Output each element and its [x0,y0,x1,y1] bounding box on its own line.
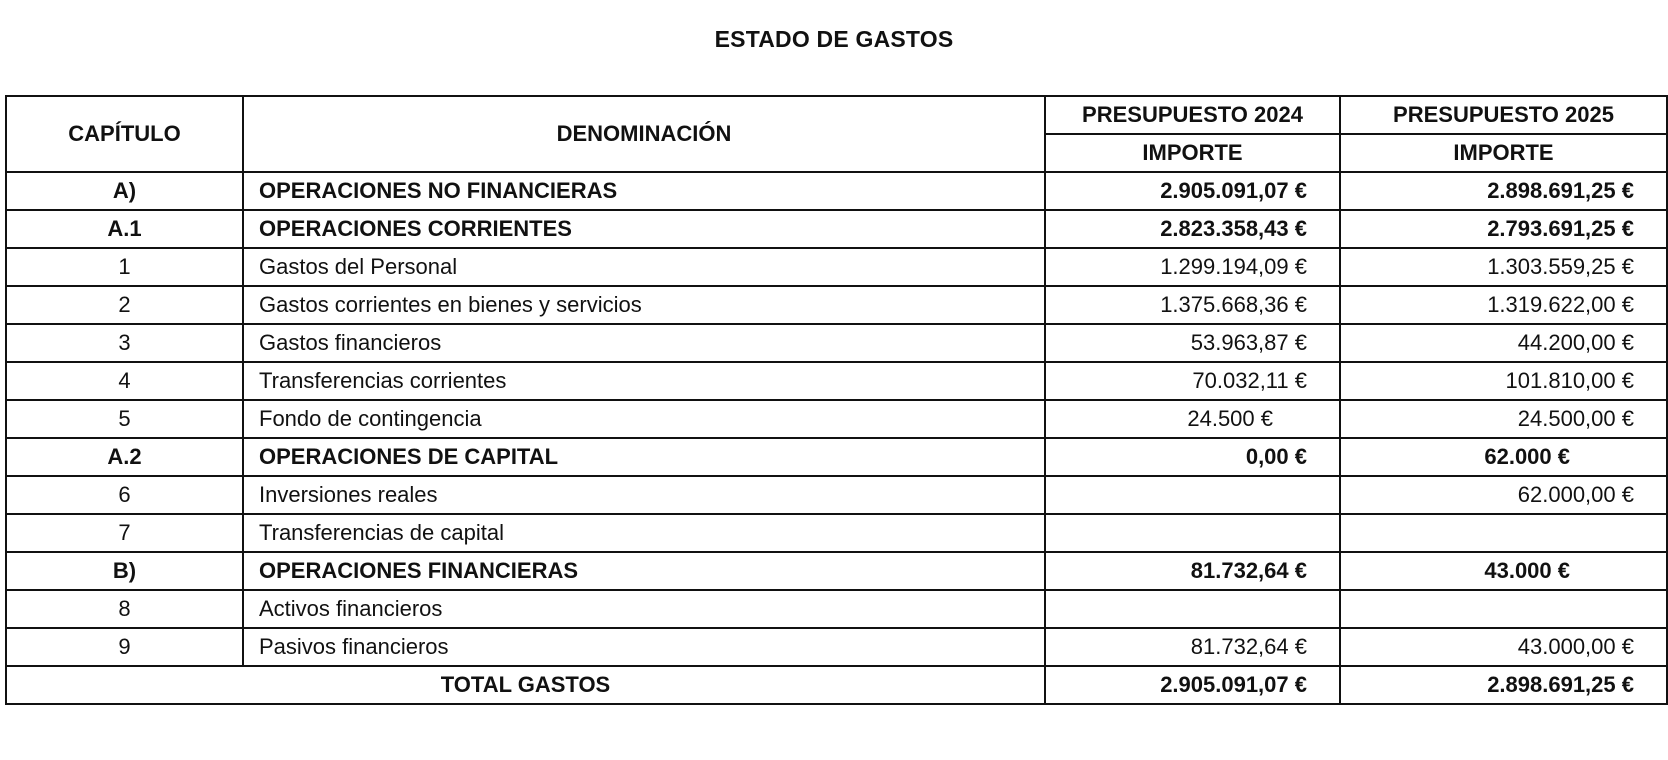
denomination-cell: Activos financieros [243,590,1045,628]
amount-2025-cell [1340,514,1667,552]
denomination-cell: OPERACIONES CORRIENTES [243,210,1045,248]
denomination-cell: OPERACIONES NO FINANCIERAS [243,172,1045,210]
amount-2024-cell: 81.732,64 € [1045,628,1340,666]
page-title: ESTADO DE GASTOS [714,26,954,52]
amount-2025-cell: 44.200,00 € [1340,324,1667,362]
amount-2025-cell: 24.500,00 € [1340,400,1667,438]
amount-2024-cell: 53.963,87 € [1045,324,1340,362]
amount-2024-cell [1045,476,1340,514]
denomination-cell: Transferencias corrientes [243,362,1045,400]
table-row [6,628,1667,666]
amount-2025-cell: 101.810,00 € [1340,362,1667,400]
amount-2025-cell: 62.000 € [1340,438,1667,476]
amount-2024-cell: 70.032,11 € [1045,362,1340,400]
chapter-cell: 8 [6,590,243,628]
amount-2024-cell: 1.375.668,36 € [1045,286,1340,324]
amount-2025-cell: 43.000,00 € [1340,628,1667,666]
denomination-cell: OPERACIONES FINANCIERAS [243,552,1045,590]
table-row [6,476,1667,514]
table-row [6,172,1667,210]
denomination-cell: Pasivos financieros [243,628,1045,666]
amount-2024-cell: 1.299.194,09 € [1045,248,1340,286]
amount-2025-cell: 2.898.691,25 € [1340,172,1667,210]
header-importe-2025: IMPORTE [1340,134,1667,172]
chapter-cell: B) [6,552,243,590]
amount-2024-cell: 24.500 € [1045,400,1340,438]
chapter-cell: A.2 [6,438,243,476]
amount-2024-cell: 2.905.091,07 € [1045,172,1340,210]
amount-2024-cell [1045,514,1340,552]
chapter-cell: 6 [6,476,243,514]
total-label: TOTAL GASTOS [6,666,1045,704]
total-2024-cell: 2.905.091,07 € [1045,666,1340,704]
chapter-cell: A) [6,172,243,210]
denomination-cell: Gastos corrientes en bienes y servicios [243,286,1045,324]
chapter-cell: 7 [6,514,243,552]
denomination-cell: Inversiones reales [243,476,1045,514]
denomination-cell: Transferencias de capital [243,514,1045,552]
chapter-cell: 3 [6,324,243,362]
chapter-cell: 5 [6,400,243,438]
amount-2024-cell [1045,590,1340,628]
table-row [6,248,1667,286]
amount-2025-cell [1340,590,1667,628]
total-row [6,666,1667,704]
amount-2025-cell: 1.319.622,00 € [1340,286,1667,324]
table-row [6,438,1667,476]
denomination-cell: Gastos financieros [243,324,1045,362]
amount-2024-cell: 0,00 € [1045,438,1340,476]
table-row [6,552,1667,590]
chapter-cell: 1 [6,248,243,286]
amount-2024-cell: 81.732,64 € [1045,552,1340,590]
table-row [6,400,1667,438]
table-row [6,210,1667,248]
denomination-cell: Gastos del Personal [243,248,1045,286]
header-presupuesto-2024: PRESUPUESTO 2024 [1045,96,1340,134]
header-denominacion: DENOMINACIÓN [243,96,1045,172]
amount-2025-cell: 2.793.691,25 € [1340,210,1667,248]
chapter-cell: 2 [6,286,243,324]
denomination-cell: OPERACIONES DE CAPITAL [243,438,1045,476]
table-row [6,590,1667,628]
chapter-cell: 9 [6,628,243,666]
table-row [6,286,1667,324]
amount-2025-cell: 43.000 € [1340,552,1667,590]
amount-2024-cell: 2.823.358,43 € [1045,210,1340,248]
denomination-cell: Fondo de contingencia [243,400,1045,438]
table-row [6,324,1667,362]
chapter-cell: A.1 [6,210,243,248]
header-presupuesto-2025: PRESUPUESTO 2025 [1340,96,1667,134]
amount-2025-cell: 1.303.559,25 € [1340,248,1667,286]
header-capitulo: CAPÍTULO [6,96,243,172]
amount-2025-cell: 62.000,00 € [1340,476,1667,514]
table-row [6,362,1667,400]
header-importe-2024: IMPORTE [1045,134,1340,172]
total-2025-cell: 2.898.691,25 € [1340,666,1667,704]
expenses-table [5,95,1668,705]
table-row [6,514,1667,552]
chapter-cell: 4 [6,362,243,400]
